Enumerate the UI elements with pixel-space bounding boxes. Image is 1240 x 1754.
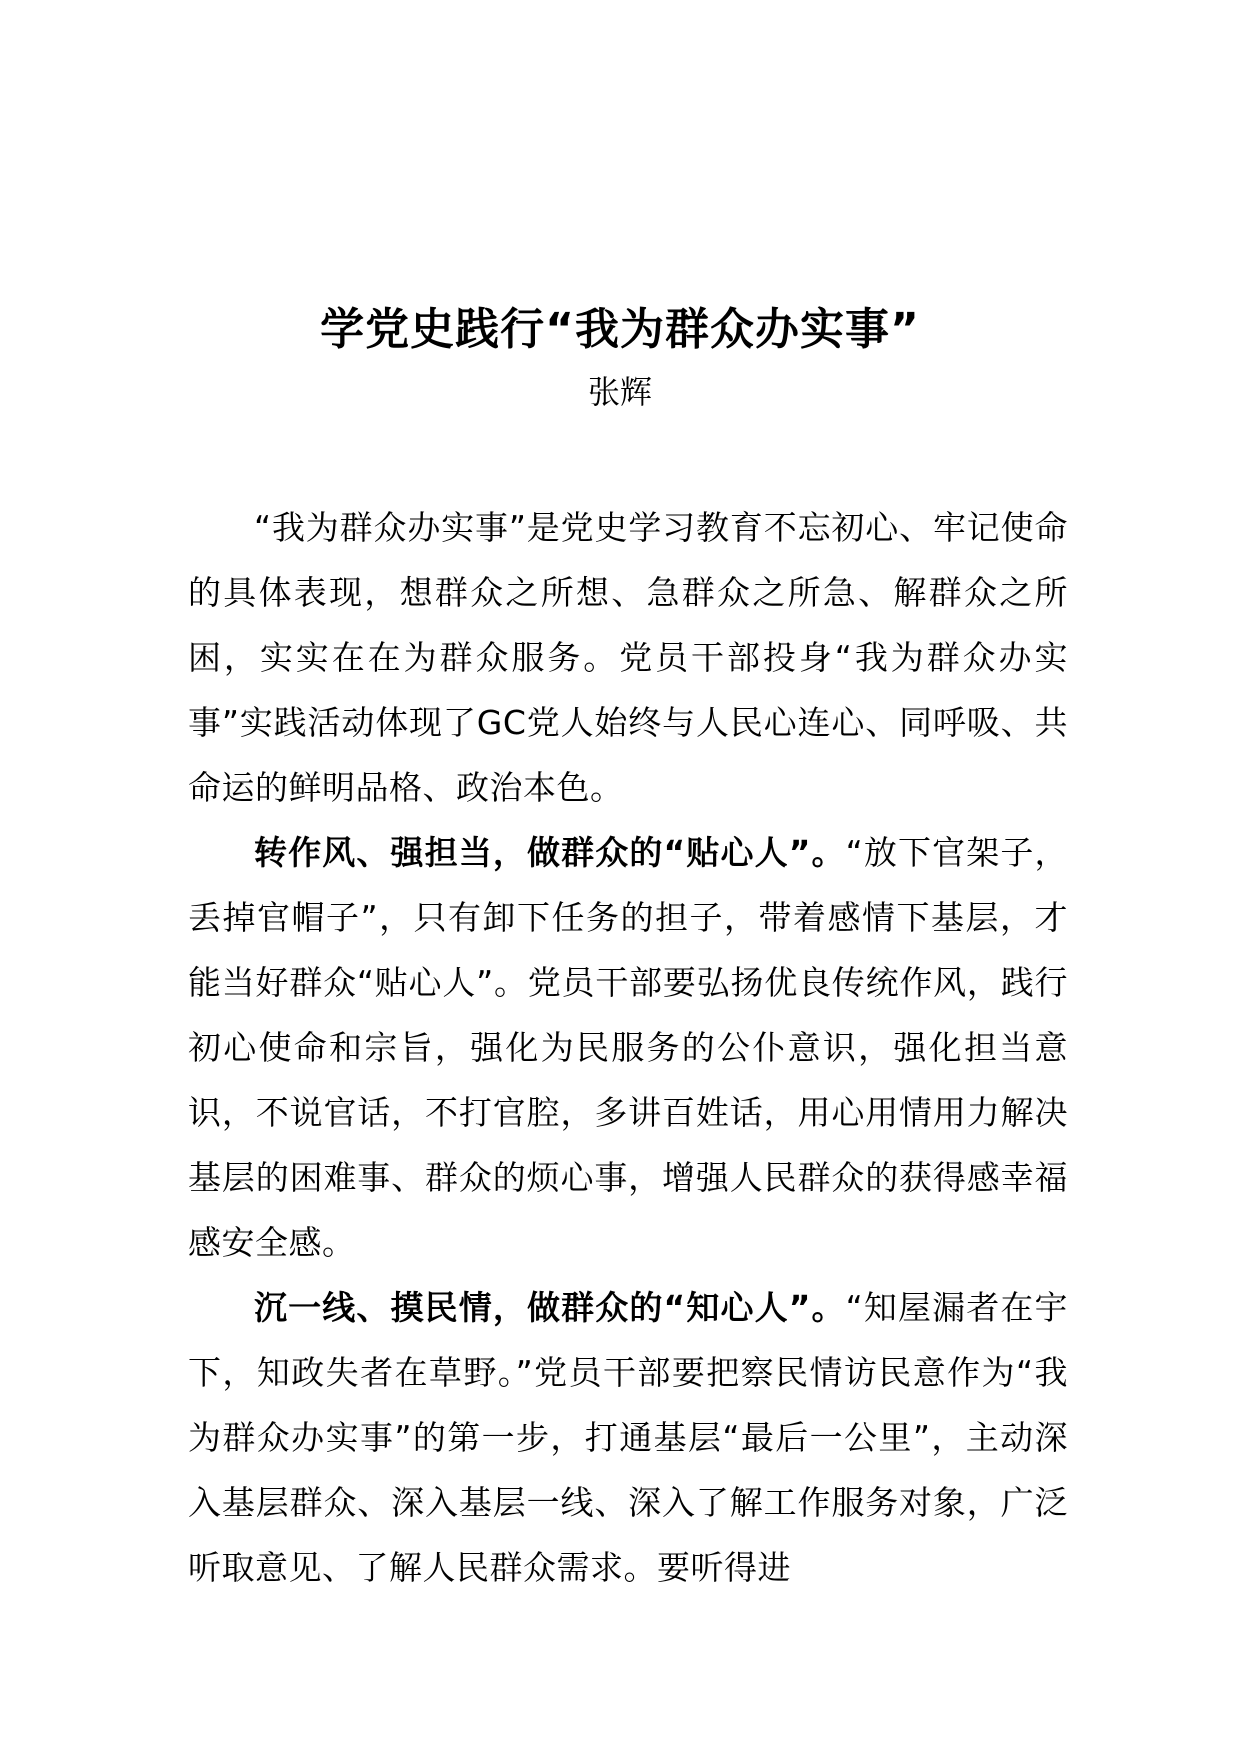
paragraph-heading: 沉一线、摸民情，做群众的“知心人”。 xyxy=(254,1288,846,1327)
paragraph-intro xyxy=(188,495,1068,820)
paragraph-text: “我为群众办实事”是党史学习教育不忘初心、牢记使命的具体表现，想群众之所想、急群众之所急、解群众之所困，实实在在为群众服务。党员干部投身“我为群众办实事”实践活动体现了GC党人始终与人民心连心、同呼吸、共命运的鲜明品格、政治本色。 xyxy=(188,508,1068,807)
paragraph-text: “知屋漏者在宇下，知政失者在草野。”党员干部要把察民情访民意作为“我为群众办实事”的第一步，打通基层“最后一公里”，主动深入基层群众、深入基层一线、深入了解工作服务对象，广泛听取意见、了解人民群众需求。要听得进 xyxy=(188,1288,1068,1587)
document-body xyxy=(188,495,1068,1600)
paragraph-heading: 转作风、强担当，做群众的“贴心人”。 xyxy=(254,833,846,872)
paragraph-section-1 xyxy=(188,820,1068,1275)
paragraph-section-2 xyxy=(188,1275,1068,1600)
document-author: 张辉 xyxy=(587,373,652,411)
document-title: 学党史践行“我为群众办实事” xyxy=(320,304,920,355)
paragraph-text: “放下官架子，丢掉官帽子”，只有卸下任务的担子，带着感情下基层，才能当好群众“贴心人”。党员干部要弘扬优良传统作风，践行初心使命和宗旨，强化为民服务的公仆意识，强化担当意识，不说官话，不打官腔，多讲百姓话，用心用情用力解决基层的困难事、群众的烦心事，增强人民群众的获得感幸福感安全感。 xyxy=(188,833,1068,1262)
